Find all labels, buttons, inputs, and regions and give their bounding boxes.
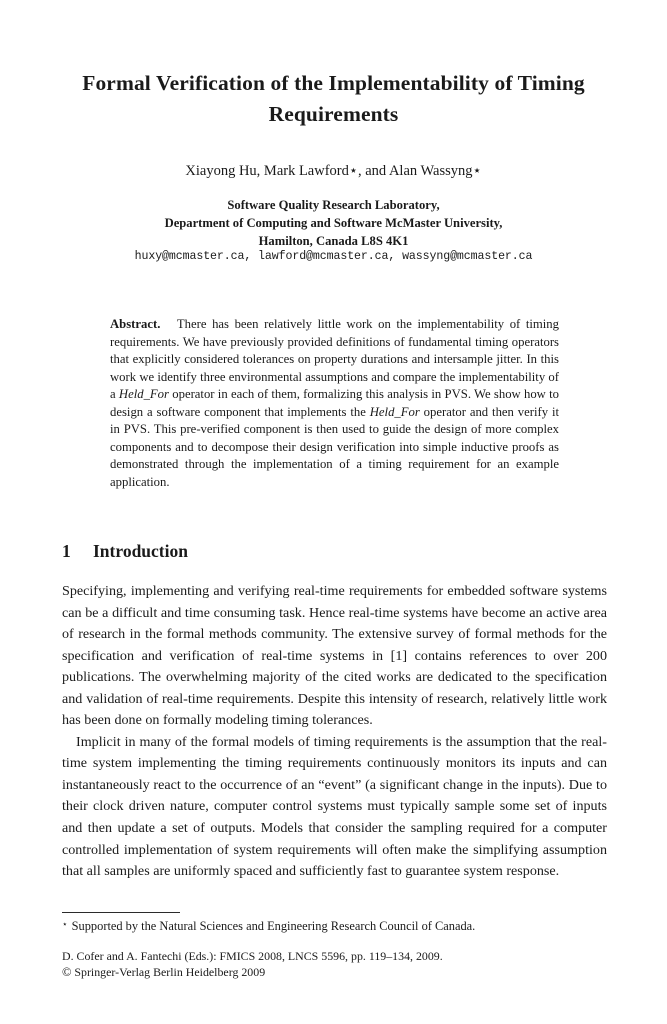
abstract-text-part-3: operator and then verify it in PVS. This pre-verified component is then used to guide the design of more complex components and to decompose their design verification into simple inductive proofs as demonstrated through the implementation of a timing requirement for an example application. — [110, 404, 559, 489]
section-heading — [62, 539, 607, 563]
footnote-divider — [62, 912, 180, 913]
author-emails: huxy@mcmaster.ca, lawford@mcmaster.ca, wassyng@mcmaster.ca — [134, 250, 533, 263]
section-number: 1 — [62, 541, 71, 561]
footnote-marker: ⋆ — [62, 919, 68, 929]
imprint-line-2: Springer-Verlag Berlin Heidelberg 2009 — [74, 965, 266, 980]
abstract-text-part-2: operator in each of them, formalizing this analysis in PVS. We show how to design a software component that implements the — [110, 387, 559, 419]
author-names: Xiayong Hu, Mark Lawford⋆, and Alan Wassyng⋆ — [185, 163, 482, 179]
operator-held-for-1: Held_For — [118, 387, 169, 402]
footnote — [62, 916, 607, 935]
page-title: Formal Verification of the Implementability of Timing Requirements — [82, 71, 585, 126]
paragraph-2: Implicit in many of the formal models of timing requirements is the assumption that the real-time system implementing the timing requirements continuously monitors its inputs and can instantaneously react to the occurrence of an “event” (a significant change in the inputs). Due to their clock driven nature, computer control systems must typically sample some set of inputs and then update a set of outputs. Models that consider the sampling required for a computer controlled implementation of system requirements will often make the simplifying assumption that all samples are uniformly spaced and sufficiently fast to guarantee system response. — [62, 733, 607, 880]
affiliation-line-1: Software Quality Research Laboratory, — [227, 198, 440, 212]
abstract-text-part-1: There has been relatively little work on the implementability of timing requirements. We have previously provided definitions of fundamental timing operators that explicitly considered tolerances on property durations and intersample jitter. In this work we identify three environmental assumptions and compare the implementability of a — [110, 317, 559, 402]
paragraph-1: Specifying, implementing and verifying real-time requirements for embedded software systems can be a difficult and time consuming task. Hence real-time systems have become an active area of research in the formal methods community. The extensive survey of formal methods for the specification and verification of real-time systems in [1] contains references to over 200 publications. The overwhelming majority of the cited works are dedicated to the specification and validation of real-time requirements. Despite this intensity of research, relatively little work has been done on formally modeling timing tolerances. — [62, 583, 607, 729]
operator-held-for-2: Held_For — [369, 404, 420, 419]
body-text — [62, 581, 607, 883]
affiliation-line-2: Department of Computing and Software McMaster University, — [164, 216, 503, 231]
copyright-icon: © — [62, 965, 72, 980]
section-title: Introduction — [93, 541, 188, 561]
affiliation-line-3: Hamilton, Canada L8S 4K1 — [258, 234, 409, 249]
abstract-label: Abstract. — [110, 317, 161, 331]
abstract-block — [110, 316, 559, 491]
publisher-imprint — [62, 948, 607, 980]
affiliation-block — [60, 196, 607, 251]
author-list — [60, 161, 607, 181]
footnote-text: Supported by the Natural Sciences and Engineering Research Council of Canada. — [71, 919, 476, 933]
imprint-line-1: D. Cofer and A. Fantechi (Eds.): FMICS 2008, LNCS 5596, pp. 119–134, 2009. — [62, 949, 443, 963]
